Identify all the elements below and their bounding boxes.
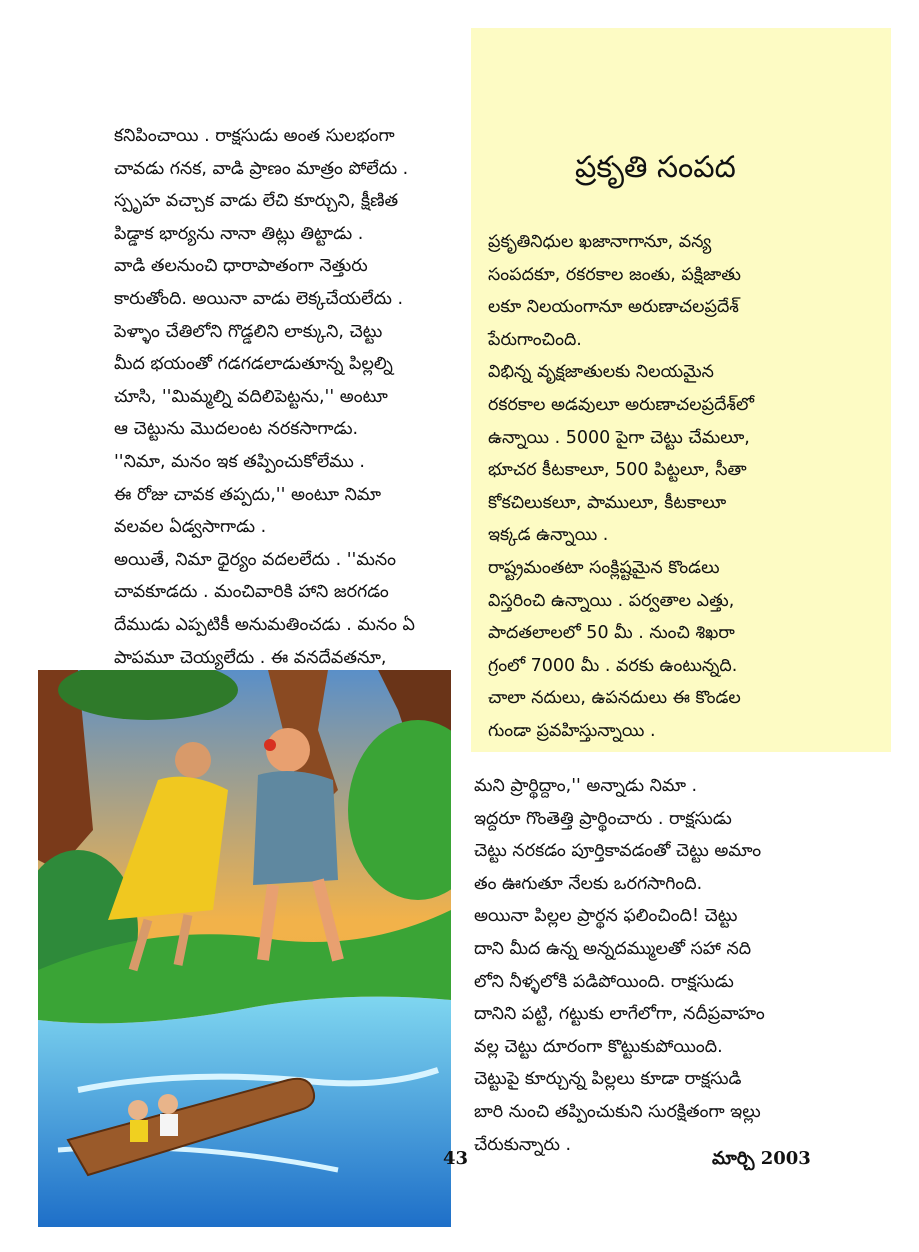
story-line: ''నిమా, మనం ఇక తప్పించుకోలేము . bbox=[114, 451, 365, 472]
sidebar-line: పేరుగాంచింది. bbox=[488, 329, 582, 350]
story-line: దాని మీద ఉన్న అన్నదమ్ములతో సహా నది bbox=[474, 938, 752, 959]
sidebar-line: లకూ నిలయంగానూ అరుణాచలప్రదేశ్ bbox=[488, 297, 739, 318]
sidebar-line: ప్రకృతినిధుల ఖజానాగానూ, వన్య bbox=[488, 232, 712, 252]
sidebar-line: భూచర కీటకాలూ, 500 పిట్టలూ, సీతా bbox=[488, 460, 747, 481]
sidebar-title: ప్రకృతి సంపద bbox=[575, 150, 736, 185]
issue-date: మార్చి 2003 bbox=[712, 1148, 811, 1169]
story-line: అయినా పిల్లల ప్రార్థన ఫలించింది! చెట్టు bbox=[474, 906, 738, 927]
story-line: పెళ్ళాం చేతిలోని గొడ్డలిని లాక్కుని, చెట్టు bbox=[114, 321, 383, 342]
right-story-column bbox=[474, 770, 814, 1161]
story-line: ఆ చెట్టును మొదలంట నరకసాగాడు. bbox=[114, 419, 359, 440]
story-line: దానిని పట్టి, గట్టుకు లాగేలోగా, నదీప్రవాహం bbox=[474, 1004, 765, 1025]
sidebar-line: గ్రంలో 7000 మీ . వరకు ఉంటున్నది. bbox=[488, 655, 738, 676]
sidebar-line: రాష్ట్రమంతటా సంక్లిష్టమైన కొండలు bbox=[488, 557, 720, 578]
story-illustration bbox=[38, 670, 451, 1227]
story-line: చావడు గనక, వాడి ప్రాణం మాత్రం పోలేదు . bbox=[114, 158, 409, 179]
left-story-column bbox=[114, 120, 454, 707]
story-line: కనిపించాయి . రాక్షసుడు అంత సులభంగా bbox=[114, 126, 395, 146]
story-line: బారి నుంచి తప్పించుకుని సురక్షితంగా ఇల్లు bbox=[474, 1101, 761, 1122]
story-line: తం ఊగుతూ నేలకు ఒరగసాగింది. bbox=[474, 873, 703, 894]
story-line: చేరుకున్నారు . bbox=[474, 1134, 572, 1155]
sidebar-line: విభిన్న వృక్షజాతులకు నిలయమైన bbox=[488, 362, 714, 383]
story-line: చావకూడదు . మంచివారికి హాని జరగడం bbox=[114, 582, 389, 603]
sidebar-line: చాలా నదులు, ఉపనదులు ఈ కొండల bbox=[488, 688, 741, 709]
story-line: కారుతోంది. అయినా వాడు లెక్కచేయలేదు . bbox=[114, 288, 404, 309]
child-body bbox=[130, 1120, 148, 1142]
sidebar-line: ఉన్నాయి . 5000 పైగా చెట్టు చేమలూ, bbox=[488, 427, 750, 448]
story-line: పాపమూ చెయ్యలేదు . ఈ వనదేవతనూ, bbox=[114, 647, 387, 668]
sidebar-line: సంపదకూ, రకరకాల జంతు, పక్షిజాతు bbox=[488, 264, 741, 285]
demon-tunic bbox=[253, 771, 338, 885]
story-line: ఇద్దరూ గొంతెత్తి ప్రార్థించారు . రాక్షసుడు bbox=[474, 808, 732, 829]
story-line: మని ప్రార్థిద్దాం,'' అన్నాడు నిమా . bbox=[474, 776, 698, 796]
story-line: అయితే, నిమా ధైర్యం వదలలేదు . ''మనం bbox=[114, 549, 397, 570]
story-line: లోని నీళ్ళలోకి పడిపోయింది. రాక్షసుడు bbox=[474, 971, 734, 992]
story-line: వలవల ఏడ్వసాగాడు . bbox=[114, 517, 267, 538]
sidebar-line: ఇక్కడ ఉన్నాయి . bbox=[488, 525, 609, 546]
story-line: చెట్టు నరకడం పూర్తికావడంతో చెట్టు అమాం bbox=[474, 841, 762, 862]
child-head bbox=[128, 1100, 148, 1120]
sidebar-line: రకరకాల అడవులూ అరుణాచలప్రదేశ్‌లో bbox=[488, 394, 755, 415]
story-line: పిడ్డాక భార్యను నానా తిట్లు తిట్టాడు . bbox=[114, 223, 364, 244]
sidebar-line: పాదతలాలలో 50 మీ . నుంచి శిఖరా bbox=[488, 623, 735, 644]
sidebar-line: కోకచిలుకలూ, పాములూ, కీటకాలూ bbox=[488, 492, 727, 513]
story-line: దేముడు ఎప్పటికీ అనుమతించడు . మనం ఏ bbox=[114, 614, 416, 635]
page-number: 43 bbox=[443, 1148, 469, 1169]
demon-wound bbox=[264, 739, 276, 751]
story-line: మీద భయంతో గడగడలాడుతూన్న పిల్లల్ని bbox=[114, 354, 393, 375]
sidebar-line: గుండా ప్రవహిస్తున్నాయి . bbox=[488, 720, 656, 741]
old-man-head bbox=[175, 742, 211, 778]
child-body bbox=[160, 1114, 178, 1136]
story-line: ఈ రోజు చావక తప్పదు,'' అంటూ నిమా bbox=[114, 484, 382, 505]
story-line: చూసి, ''మిమ్మల్ని వదిలిపెట్టను,'' అంటూ bbox=[114, 386, 388, 407]
child-head bbox=[158, 1094, 178, 1114]
sidebar-body-text bbox=[488, 226, 883, 748]
sidebar-line: విస్తరించి ఉన్నాయి . పర్వతాల ఎత్తు, bbox=[488, 590, 735, 611]
story-line: చెట్టుపై కూర్చున్న పిల్లలు కూడా రాక్షసుడి bbox=[474, 1069, 742, 1090]
story-line: వల్ల చెట్టు దూరంగా కొట్టుకుపోయింది. bbox=[474, 1036, 723, 1057]
story-line: వాడి తలనుంచి ధారాపాతంగా నెత్తురు bbox=[114, 256, 368, 277]
story-line: స్పృహ వచ్చాక వాడు లేచి కూర్చుని, క్షీణిత bbox=[114, 191, 399, 212]
